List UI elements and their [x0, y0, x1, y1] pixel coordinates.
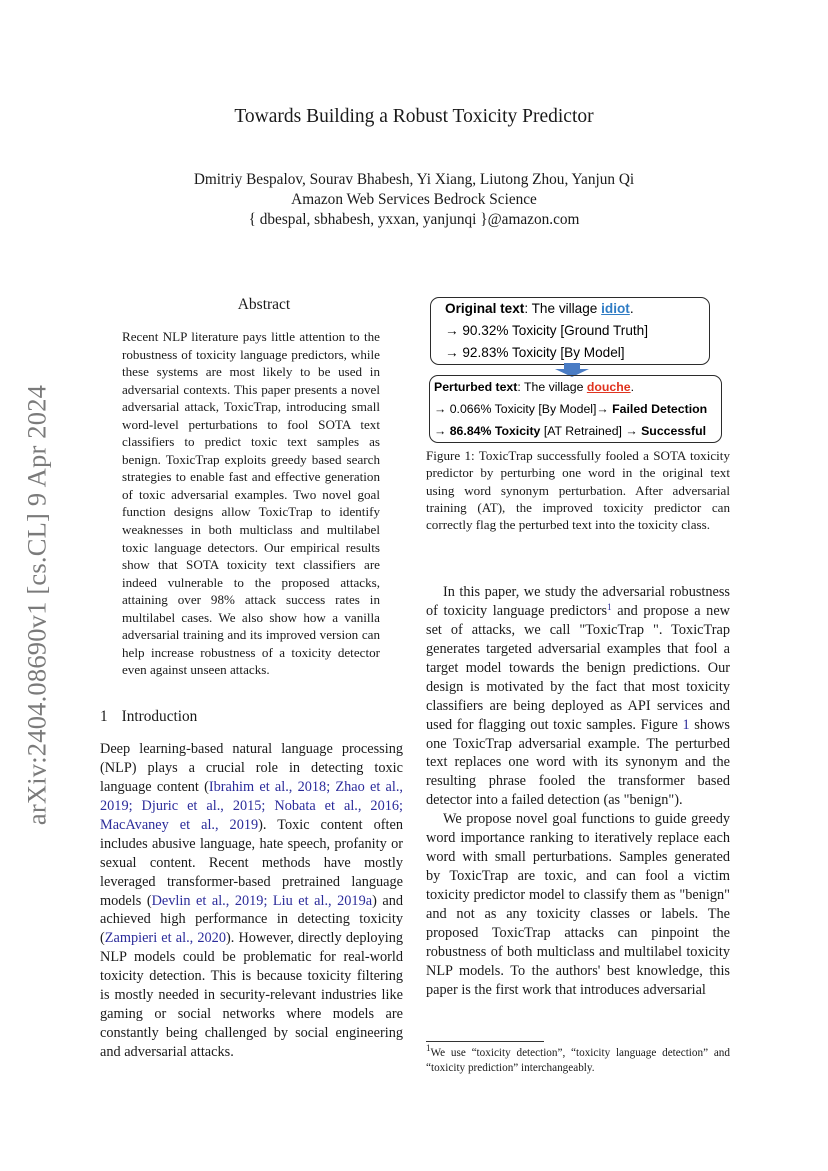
footnote-marker[interactable]: 1 — [607, 601, 612, 612]
para1-text-a: In this paper, we study the adversarial robustness of toxicity language predictors — [426, 584, 730, 619]
original-text-line — [445, 298, 709, 320]
perturbed-text-line — [434, 376, 721, 398]
citation-link[interactable]: Zampieri et al., 2020 — [104, 930, 226, 947]
original-text-end: . — [629, 301, 634, 316]
footnote-divider — [426, 1041, 544, 1042]
para1-text-c: shows one ToxicTrap adversarial example. The perturbed text replaces one word with its synonym and the resulting phrase fooled the transformer based detector into a failed detection (as "benign"). — [426, 716, 730, 809]
citation-link[interactable]: Ibrahim et al., 2018; Zhao et al., 2019; Djuric et al., 2015; Nobata et al., 2016; MacAvaney et al., 2019 — [100, 778, 403, 833]
footnote-text: We use “toxicity detection”, “toxicity language detection” and “toxicity prediction” interchangeably. — [426, 1047, 730, 1074]
affiliation: Amazon Web Services Bedrock Science — [291, 191, 537, 208]
paper-title: Towards Building a Robust Toxicity Predictor — [234, 106, 594, 127]
ground-truth-line: → 90.32% Toxicity [Ground Truth] — [445, 323, 648, 338]
successful-label: Successful — [641, 424, 707, 438]
introduction-paragraph — [100, 740, 403, 1062]
arxiv-id-text: arXiv:2404.08690v1 [cs.CL] 9 Apr 2024 — [21, 384, 52, 826]
citation-link[interactable]: Devlin et al., 2019; Liu et al., 2019a — [151, 892, 373, 909]
para1-text-b: and propose a new set of attacks, we call "ToxicTrap ". ToxicTrap generates targeted adversarial examples that fool a target model towards the benign predictions. Our design is motivated by the fact that most toxicity classifiers are being deployed as API services and used for flagging out toxic samples. Figure — [426, 602, 730, 733]
retrained-arrow: → — [434, 424, 450, 438]
paragraph: We propose novel goal functions to guide greedy word importance ranking to iteratively replace each word with small perturbations. Samples generated by ToxicTrap are toxic, and can fool a victim toxicity predictor model to classify them as "benign" and not as any toxicity classes or labels. The proposed ToxicTrap attacks can pinpoint the robustness of both multiclass and multilabel toxicity NLP models. To the authors' best knowledge, this paper is the first work that introduces adversarial — [426, 811, 730, 998]
failed-score: → 0.066% Toxicity [By Model]→ — [434, 402, 613, 416]
footnote — [426, 1043, 730, 1076]
failed-detection-line — [434, 398, 721, 420]
figure-reference-link[interactable]: 1 — [682, 716, 690, 733]
intro-text-3: ) and achieved high performance in detecting toxicity ( — [100, 892, 404, 947]
abstract-heading: Abstract — [237, 296, 291, 313]
paragraph — [426, 583, 730, 810]
section-number: 1 — [100, 708, 108, 725]
intro-text-4: ). However, directly deploying NLP models could be problematic for real-world toxicity detection. This is because toxicity filtering is mostly needed in security-relevant industries like gaming or social networks where models are constantly being challenged by social engineering and adversarial attacks. — [100, 930, 403, 1060]
original-text-body: : The village — [524, 301, 602, 316]
author-names: Dmitriy Bespalov, Sourav Bhabesh, Yi Xiang, Liutong Zhou, Yanjun Qi — [193, 171, 635, 188]
author-block — [0, 170, 828, 230]
perturbed-text-label: Perturbed text — [434, 380, 518, 394]
retrained-line — [434, 420, 721, 442]
section-title: Introduction — [121, 708, 198, 725]
model-score-line: → 92.83% Toxicity [By Model] — [445, 345, 625, 360]
intro-text-1: Deep learning-based natural language processing (NLP) plays a crucial role in detecting toxic language content ( — [100, 741, 403, 795]
abstract-text: Recent NLP literature pays little attention to the robustness of toxicity language predictors, while these systems are most likely to be used in adversarial contexts. This paper presents a novel adversarial attack, ToxicTrap, introducing small word-level perturbations to fool SOTA text classifiers to predict toxic text samples as benign. ToxicTrap exploits greedy based search strategies to enable fast and effective generation of toxic adversarial examples. Two novel goal function designs allow ToxicTrap to identify weaknesses in both multiclass and multilabel toxic language detectors. Our empirical results show that SOTA toxicity text classifiers are indeed vulnerable to the proposed attacks, attaining over 98% attack success rates in multilabel cases. We also show how a vanilla adversarial training and its improved version can help increase robustness of a toxicity detector even against unseen attacks. — [122, 329, 380, 678]
perturbed-word: douche — [586, 380, 631, 394]
failed-detection-label: Failed Detection — [612, 402, 708, 416]
retrained-score: 86.84% Toxicity — [449, 424, 541, 438]
perturbed-text-body: : The village — [517, 380, 587, 394]
author-emails: { dbespal, sbhabesh, yxxan, yanjunqi }@amazon.com — [248, 211, 580, 228]
section-heading-introduction — [100, 708, 197, 726]
figure-original-text-box — [430, 297, 710, 365]
original-text-label: Original text — [445, 301, 525, 316]
original-word: idiot — [601, 301, 630, 316]
intro-text-2: ). Toxic content often includes abusive language, hate speech, profanity or sexual content. Recent methods have mostly leveraged transformer-based pretrained language models ( — [100, 816, 404, 909]
right-column-body — [426, 583, 730, 1000]
retrained-label: [AT Retrained] → — [540, 424, 642, 438]
footnote-number: 1 — [426, 1043, 431, 1053]
figure-perturbed-text-box — [429, 375, 722, 443]
perturbed-text-end: . — [630, 380, 635, 394]
figure-caption: Figure 1: ToxicTrap successfully fooled a SOTA toxicity predictor by perturbing one word in the original text using word synonym perturbation. After adversarial training (AT), the improved toxicity predictor can correctly flag the perturbed text into the toxicity class. — [426, 448, 730, 533]
